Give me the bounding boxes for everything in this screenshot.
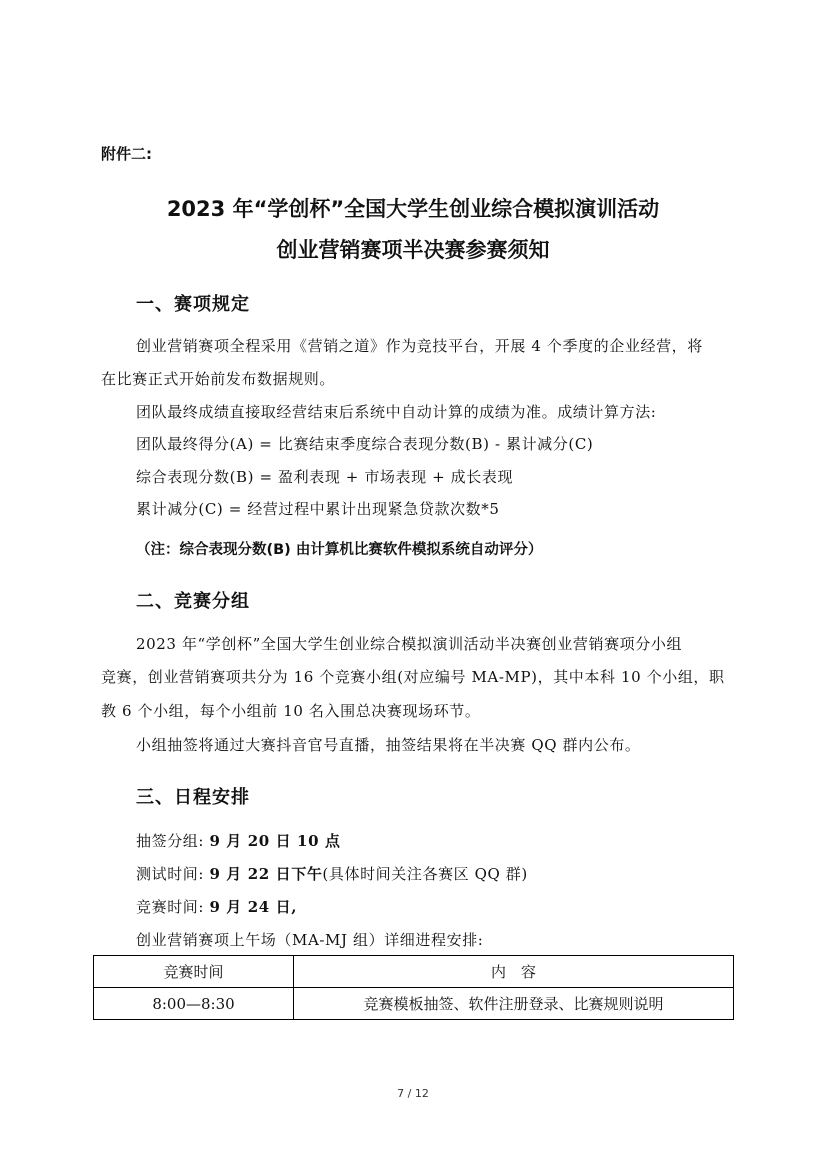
draw-time-line [136, 830, 341, 851]
schedule-table [93, 955, 734, 1020]
competition-time-line [136, 896, 297, 917]
page-title: 2023 年“学创杯”全国大学生创业综合模拟演训活动 [166, 197, 660, 221]
section-heading-rules: 一、赛项规定 [136, 294, 250, 315]
table-header-row [94, 956, 734, 988]
groups-paragraph-line3: 教 6 个小组，每个小组前 10 名入围总决赛现场环节。 [101, 702, 481, 720]
test-time-label: 测试时间: [136, 865, 205, 883]
table-header-time: 竞赛时间 [94, 956, 294, 988]
test-time-line [136, 863, 528, 884]
page-number: 7 / 12 [397, 1087, 429, 1100]
draw-time-value: 9 月 20 日 10 点 [209, 832, 341, 850]
draw-time-label: 抽签分组: [136, 832, 205, 850]
table-cell-time: 8:00—8:30 [94, 988, 294, 1020]
scoring-intro: 团队最终成绩直接取经营结束后系统中自动计算的成绩为准。成绩计算方法: [136, 403, 657, 421]
rules-paragraph-line1: 创业营销赛项全程采用《营销之道》作为竞技平台，开展 4 个季度的企业经营，将 [136, 337, 703, 355]
table-cell-content: 竞赛模板抽签、软件注册登录、比赛规则说明 [294, 988, 734, 1020]
competition-time-label: 竞赛时间: [136, 898, 205, 916]
table-header-content: 内 容 [294, 956, 734, 988]
section-heading-groups: 二、竞赛分组 [136, 591, 250, 612]
groups-paragraph-line1: 2023 年“学创杯”全国大学生创业综合模拟演训活动半决赛创业营销赛项分小组 [136, 635, 683, 653]
rules-paragraph-line2: 在比赛正式开始前发布数据规则。 [101, 370, 336, 388]
morning-session-intro: 创业营销赛项上午场（MA-MJ 组）详细进程安排: [136, 931, 484, 949]
draw-announcement: 小组抽签将通过大赛抖音官号直播，抽签结果将在半决赛 QQ 群内公布。 [136, 736, 641, 754]
test-time-note: (具体时间关注各赛区 QQ 群) [322, 865, 528, 883]
section-heading-schedule: 三、日程安排 [136, 787, 250, 808]
formula-deduction: 累计减分(C) = 经营过程中累计出现紧急贷款次数*5 [136, 500, 500, 518]
scoring-note: （注：综合表现分数(B) 由计算机比赛软件模拟系统自动评分） [136, 542, 543, 558]
table-row [94, 988, 734, 1020]
page-subtitle: 创业营销赛项半决赛参赛须知 [276, 238, 550, 262]
competition-time-value: 9 月 24 日, [209, 898, 298, 916]
attachment-label: 附件二: [101, 145, 152, 163]
groups-paragraph-line2: 竞赛，创业营销赛项共分为 16 个竞赛小组(对应编号 MA-MP)，其中本科 10 个小组，职 [101, 668, 725, 686]
test-time-value: 9 月 22 日下午 [209, 865, 323, 883]
formula-final-score: 团队最终得分(A) = 比赛结束季度综合表现分数(B) - 累计减分(C) [136, 435, 594, 453]
formula-overall-score: 综合表现分数(B) = 盈利表现 + 市场表现 + 成长表现 [136, 468, 514, 486]
